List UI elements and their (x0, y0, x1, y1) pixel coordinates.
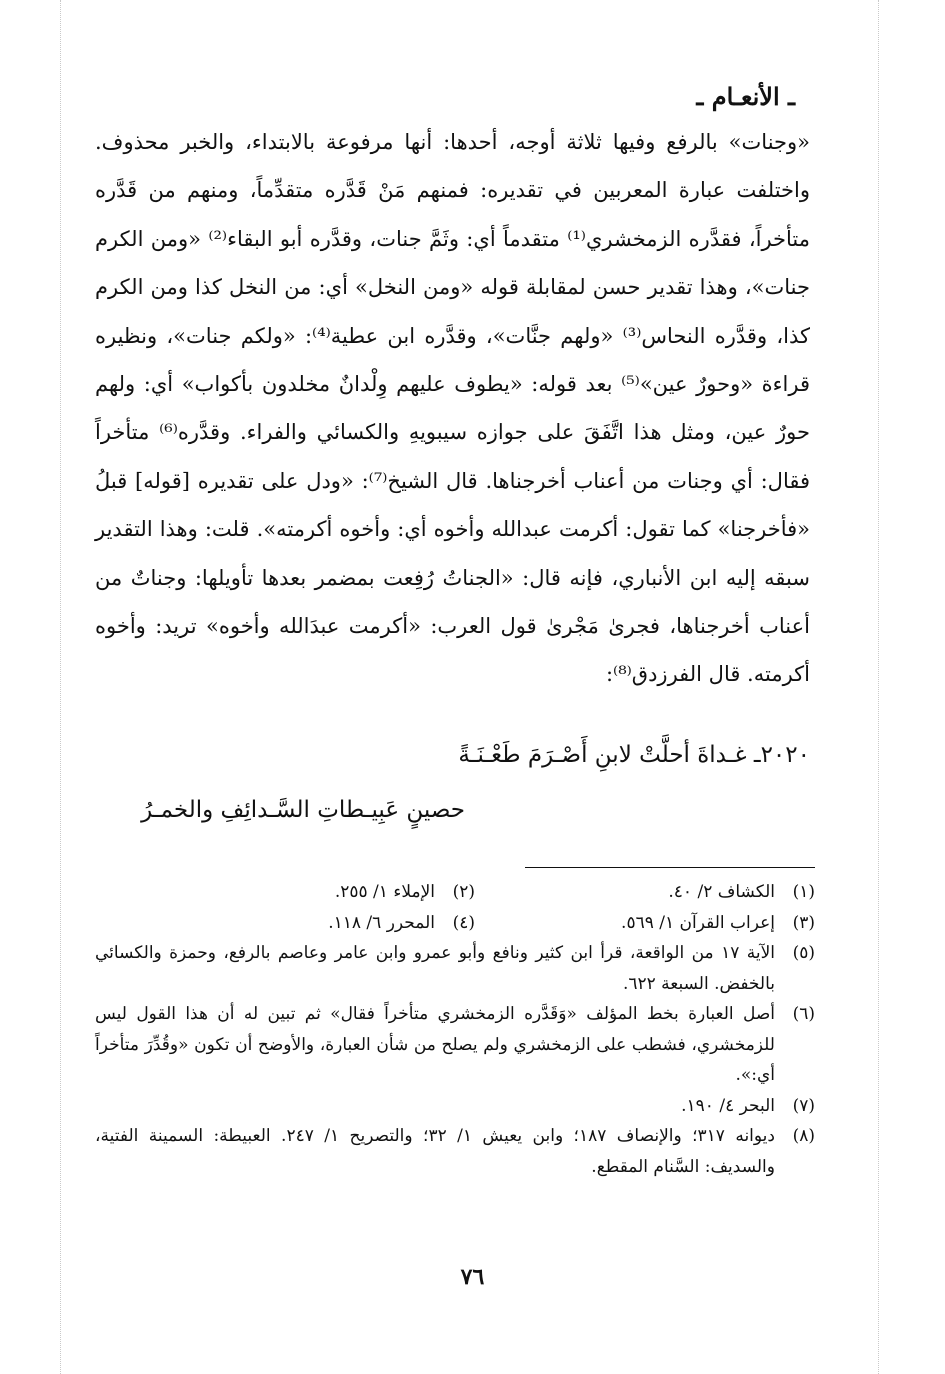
verse-first-hemistich: ٢٠٢٠ـ غـداةَ أحلَّتْ لابنِ أَصْـرَمَ طَعْـنَـةً (458, 742, 810, 768)
footnote-number: (٤) (452, 912, 475, 933)
footnote-4 (135, 908, 475, 939)
main-paragraph: «وجنات» بالرفع وفيها ثلاثة أوجه، أحدها: أنها مرفوعة بالابتداء، والخبر محذوف. واختلفت عبارة المعربين في تقديره: فمنهم مَنْ قَدَّره متقدِّماً، ومنهم من قَدَّره متأخراً، فقدَّره الزمخشري⁽¹⁾ متقدماً أي: وثَمَّ جنات، وقدَّره أبو البقاء⁽²⁾ «ومن الكرم جنات»، وهذا تقدير حسن لمقابلة قوله «ومن النخل» أي: من النخل كذا ومن الكرم كذا، وقدَّره النحاس⁽³⁾ «ولهم جنَّات»، وقدَّره ابن عطية⁽⁴⁾: «ولكم جنات»، ونظيره قراءة «وحورٌ عين»⁽⁵⁾ بعد قوله: «يطوف عليهم وِلْدانٌ مخلدون بأكواب» أي: ولهم حورٌ عين، ومثل هذا اتَّفَقَ على جوازه سيبويهِ والكسائي والفراء. وقدَّره⁽⁶⁾ متأخراً فقال: أي وجنات من أعناب أخرجناها. قال الشيخ⁽⁷⁾: «ودل على تقديره [قوله] قبلُ «فأخرجنا» كما تقول: أكرمت عبدالله وأخوه أي: وأخوه أكرمته». قلت: وهذا التقدير سبقه إليه ابن الأنباري، فإنه قال: «الجناتُ رُفِعت بمضمر بعدها تأويلها: وجناتٌ من أعناب أخرجناها، فجرىٰ مَجْرىٰ قول العرب: «أكرمت عبدَالله وأخوه» تريد: وأخوه أكرمته. قال الفرزدق⁽⁸⁾: (95, 130, 811, 687)
footnote-text: الآية ١٧ من الواقعة، قرأ ابن كثير ونافع وأبو عمرو وابن عامر وعاصم بالرفع، وحمزة والكسائي بالخفض. السبعة ٦٢٢. (95, 943, 775, 994)
footnote-number: (٧) (792, 1095, 815, 1116)
scan-guide-line (60, 0, 61, 1374)
scan-guide-line (878, 0, 879, 1374)
footnote-2 (135, 877, 475, 908)
footnote-number: (٥) (792, 943, 815, 963)
footnote-7 (95, 1091, 815, 1122)
footnote-number: (٢) (452, 882, 475, 902)
footnotes (95, 877, 815, 1182)
footnote-text: إعراب القرآن ١/ ٥٦٩. (621, 912, 775, 933)
footnote-number: (٨) (792, 1126, 815, 1146)
footnote-6 (95, 999, 815, 1091)
footnote-text: أصل العبارة بخط المؤلف «وَقَدَّره الزمخشري متأخراً فقال» ثم تبين له أن هذا القول ليس للزمخشري، فشطب على الزمخشري ولم يصلح من شأن العبارة، والأوضح أن تكون «وقُدِّرَ متأخراً أي:». (95, 1004, 775, 1085)
footnote-text: البحر ٤/ ١٩٠. (681, 1095, 775, 1116)
footnote-divider (525, 867, 815, 868)
footnote-number: (٦) (792, 1004, 815, 1024)
footnote-8 (95, 1121, 815, 1182)
footnote-3 (475, 908, 815, 939)
running-title: ـ الأنعـام ـ (696, 82, 795, 111)
footnote-pair (95, 908, 815, 939)
footnote-1 (475, 877, 815, 908)
footnote-pair (95, 877, 815, 908)
footnote-number: (٣) (792, 912, 815, 933)
footnote-5 (95, 938, 815, 999)
footnote-text: ديوانه ٣١٧؛ والإنصاف ١٨٧؛ وابن يعيش ١/ ٣٢؛ والتصريح ١/ ٢٤٧. العبيطة: السمينة الفتية، والسديف: السَّنام المقطع. (95, 1126, 775, 1177)
footnote-text: الإملاء ١/ ٢٥٥. (334, 882, 435, 902)
page-number: ٧٦ (460, 1264, 485, 1290)
main-text (95, 118, 810, 699)
footnote-text: المحرر ٦/ ١١٨. (328, 912, 435, 933)
verse-second-hemistich: حصينٍ عَبِيـطاتِ السَّـدائِفِ والخمـرُ (141, 797, 465, 823)
footnote-number: (١) (792, 882, 815, 902)
footnote-text: الكشاف ٢/ ٤٠. (668, 882, 775, 902)
